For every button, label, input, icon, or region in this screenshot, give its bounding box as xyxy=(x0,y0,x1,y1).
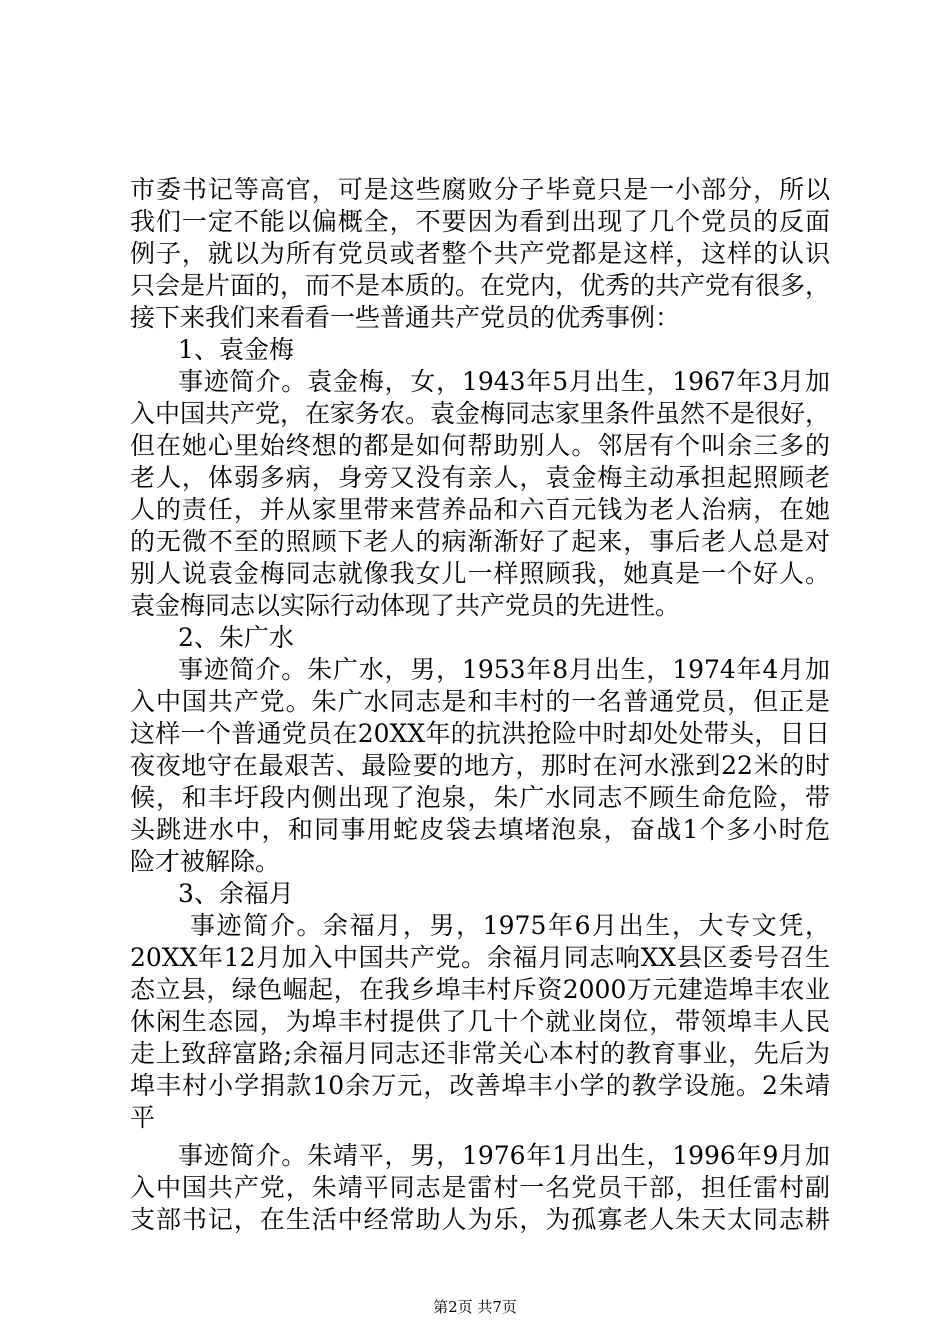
body-text-line: 人的责任，并从家里带来营养品和六百元钱为老人治病，在她 xyxy=(130,495,830,524)
body-text-line: 入中国共产党，朱靖平同志是雷村一名党员干部，担任雷村副 xyxy=(130,1173,830,1202)
body-text-line: 入中国共产党，在家务农。袁金梅同志家里条件虽然不是很好， xyxy=(130,399,830,428)
section-heading: 3、余福月 xyxy=(178,879,294,908)
page-number-footer: 第2页 共7页 xyxy=(433,1298,517,1316)
body-text-line: 老人，体弱多病，身旁又没有亲人，袁金梅主动承担起照顾老 xyxy=(130,463,830,492)
body-text-line: 别人说袁金梅同志就像我女儿一样照顾我，她真是一个好人。 xyxy=(130,559,830,588)
body-text-line: 这样一个普通党员在20XX年的抗洪抢险中时却处处带头，日日 xyxy=(130,719,830,748)
body-text-line: 例子，就以为所有党员或者整个共产党都是这样，这样的认识 xyxy=(130,239,830,268)
body-text-line: 我们一定不能以偏概全，不要因为看到出现了几个党员的反面 xyxy=(130,207,830,236)
body-text-line: 的无微不至的照顾下老人的病渐渐好了起来，事后老人总是对 xyxy=(130,527,830,556)
section-heading: 1、袁金梅 xyxy=(178,335,294,364)
body-text-line: 候，和丰圩段内侧出现了泡泉，朱广水同志不顾生命危险，带 xyxy=(130,783,830,812)
body-text-line: 市委书记等高官，可是这些腐败分子毕竟只是一小部分，所以 xyxy=(130,175,830,204)
body-text-line: 接下来我们来看看一些普通共产党员的优秀事例： xyxy=(130,303,681,332)
paragraph-first-line: 事迹简介。余福月，男，1975年6月出生，大专文凭， xyxy=(190,911,830,940)
body-text-line: 20XX年12月加入中国共产党。余福月同志响XX县区委号召生 xyxy=(130,943,830,972)
body-text-line: 只会是片面的，而不是本质的。在党内，优秀的共产党有很多， xyxy=(130,271,830,300)
body-text-line: 埠丰村小学捐款10余万元，改善埠丰小学的教学设施。2朱靖 xyxy=(130,1071,830,1100)
body-text-line: 头跳进水中，和同事用蛇皮袋去填堵泡泉，奋战1个多小时危 xyxy=(130,815,830,844)
paragraph-first-line: 事迹简介。朱广水，男，1953年8月出生，1974年4月加 xyxy=(178,655,830,684)
body-text-line: 态立县，绿色崛起，在我乡埠丰村斥资2000万元建造埠丰农业 xyxy=(130,975,830,1004)
body-text-line: 夜夜地守在最艰苦、最险要的地方，那时在河水涨到22米的时 xyxy=(130,751,830,780)
body-text-line: 平 xyxy=(130,1103,156,1132)
section-heading: 2、朱广水 xyxy=(178,623,294,652)
paragraph-first-line: 事迹简介。袁金梅，女，1943年5月出生，1967年3月加 xyxy=(178,367,830,396)
body-text-line: 但在她心里始终想的都是如何帮助别人。邻居有个叫余三多的 xyxy=(130,431,830,460)
body-text-line: 走上致辞富路;余福月同志还非常关心本村的教育事业，先后为 xyxy=(130,1039,830,1068)
body-text-line: 险才被解除。 xyxy=(130,847,281,876)
body-text-line: 休闲生态园，为埠丰村提供了几十个就业岗位，带领埠丰人民 xyxy=(130,1007,830,1036)
body-text-line: 支部书记，在生活中经常助人为乐，为孤寡老人朱天太同志耕 xyxy=(130,1205,830,1234)
body-text-line: 入中国共产党。朱广水同志是和丰村的一名普通党员，但正是 xyxy=(130,687,830,716)
body-text-line: 袁金梅同志以实际行动体现了共产党员的先进性。 xyxy=(130,591,681,620)
paragraph-first-line: 事迹简介。朱靖平，男，1976年1月出生，1996年9月加 xyxy=(178,1141,830,1170)
